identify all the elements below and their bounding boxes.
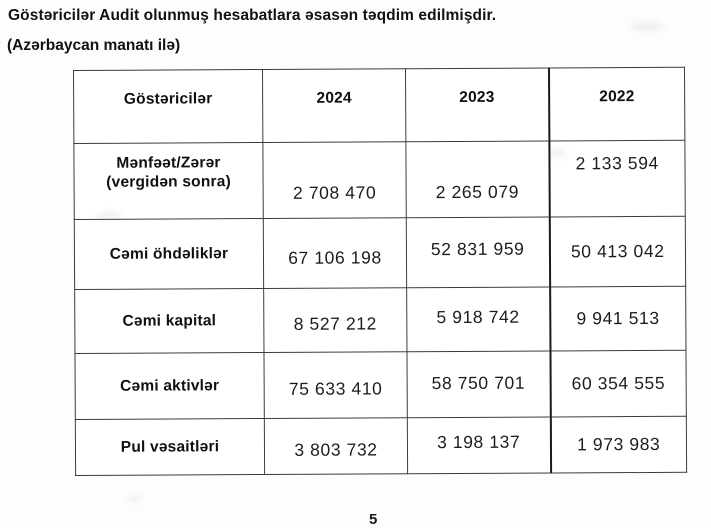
col-header-2022: 2022 <box>548 67 684 141</box>
financial-indicators-table <box>73 67 687 476</box>
table-row-total-assets <box>75 350 686 419</box>
col-header-indicators: Göstəricilər <box>74 70 263 144</box>
row-label: Cəmi aktivlər <box>75 353 264 420</box>
cell-value: 52 831 959 <box>406 217 549 288</box>
row-label: Mənfəət/Zərər (vergidən sonra) <box>74 143 263 220</box>
cell-value: 2 708 470 <box>263 142 406 219</box>
scan-artifact <box>128 496 142 502</box>
cell-value: 1 973 983 <box>550 416 686 473</box>
table-row-total-equity <box>75 286 686 353</box>
document-subtitle: (Azərbaycan manatı ilə) <box>7 37 181 54</box>
cell-value: 67 106 198 <box>263 218 406 289</box>
cell-value: 75 633 410 <box>264 352 407 419</box>
table-row-total-liabilities <box>74 216 685 289</box>
cell-value: 9 941 513 <box>550 286 686 351</box>
table-row-cash <box>75 416 686 475</box>
row-label: Pul vəsaitləri <box>75 419 264 476</box>
row-label: Cəmi kapital <box>75 289 264 354</box>
page-number: 5 <box>369 511 378 528</box>
cell-value: 2 133 594 <box>549 140 685 217</box>
table-header-row <box>74 67 685 143</box>
scan-artifact <box>630 22 664 31</box>
cell-value: 8 527 212 <box>264 288 407 353</box>
col-header-2023: 2023 <box>405 68 548 142</box>
table-row-profit-loss <box>74 140 685 219</box>
cell-value: 60 354 555 <box>550 350 686 417</box>
cell-value: 5 918 742 <box>407 287 550 352</box>
document-title: Göstəricilər Audit olunmuş hesabatlara əsasən təqdim edilmişdir. <box>8 7 497 24</box>
cell-value: 3 803 732 <box>264 418 407 475</box>
cell-value: 58 750 701 <box>407 351 550 418</box>
cell-value: 50 413 042 <box>549 216 685 287</box>
cell-value: 2 265 079 <box>406 141 549 218</box>
cell-value: 3 198 137 <box>407 417 550 474</box>
row-label: Cəmi öhdəliklər <box>74 219 263 290</box>
col-header-2024: 2024 <box>263 69 406 143</box>
